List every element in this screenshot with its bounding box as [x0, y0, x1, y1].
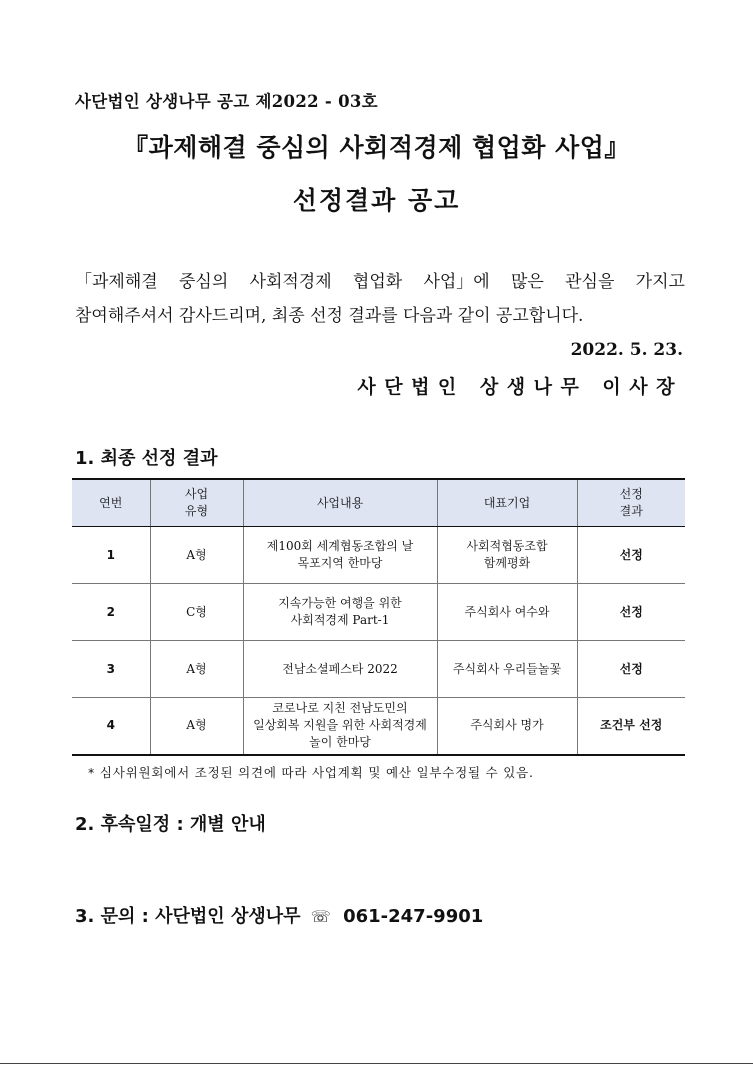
table-header-row: [72, 479, 685, 527]
intro-line-1: [75, 265, 685, 299]
row-company: 사회적협동조합 함께평화: [437, 527, 577, 584]
row-company: 주식회사 명가: [437, 698, 577, 755]
row-type: C형: [150, 584, 243, 641]
table-footnote: * 심사위원회에서 조정된 의견에 따라 사업계획 및 예산 일부수정될 수 있음.: [88, 765, 534, 780]
row-result: 선정: [577, 641, 685, 698]
intro-paragraph: [75, 265, 685, 333]
intro-word: 가지고: [635, 272, 685, 292]
intro-word: 많은: [511, 272, 544, 292]
row-result: 선정: [577, 584, 685, 641]
selection-results-table: [72, 478, 685, 756]
intro-word: 사업」에: [423, 272, 490, 292]
row-number: 1: [72, 527, 150, 584]
intro-word: 「과제해결: [75, 272, 158, 292]
column-header-company: 대표기업: [437, 479, 577, 527]
row-result: 조건부 선정: [577, 698, 685, 755]
row-company: 주식회사 여수와: [437, 584, 577, 641]
section-3-contact: [75, 902, 483, 928]
table-row: [72, 527, 685, 584]
telephone-icon: ☏: [310, 907, 331, 926]
column-header-content: 사업내용: [243, 479, 437, 527]
column-header-type: 사업 유형: [150, 479, 243, 527]
row-type: A형: [150, 641, 243, 698]
row-result: 선정: [577, 527, 685, 584]
row-company: 주식회사 우리들놀꽃: [437, 641, 577, 698]
row-number: 3: [72, 641, 150, 698]
table-row: [72, 698, 685, 755]
page-subtitle: 선정결과 공고: [292, 186, 461, 215]
section-1-heading: 1. 최종 선정 결과: [75, 448, 218, 469]
document-number: 사단법인 상생나무 공고 제2022 - 03호: [75, 92, 378, 111]
row-number: 4: [72, 698, 150, 755]
row-content: 지속가능한 여행을 위한 사회적경제 Part-1: [243, 584, 437, 641]
table-row: [72, 584, 685, 641]
row-number: 2: [72, 584, 150, 641]
contact-label: 3. 문의 : 사단법인 상생나무: [75, 906, 301, 927]
intro-word: 사회적경제: [249, 272, 332, 292]
row-content: 전남소셜페스타 2022: [243, 641, 437, 698]
row-content: 제100회 세계협동조합의 날 목포지역 한마당: [243, 527, 437, 584]
section-2-heading: 2. 후속일정 : 개별 안내: [75, 814, 266, 835]
issuer-signature: 사단법인 상생나무 이사장: [357, 376, 683, 398]
row-type: A형: [150, 527, 243, 584]
intro-line-2: 참여해주셔서 감사드리며, 최종 선정 결과를 다음과 같이 공고합니다.: [75, 306, 584, 326]
column-header-number: 연번: [72, 479, 150, 527]
table-row: [72, 641, 685, 698]
column-header-result: 선정 결과: [577, 479, 685, 527]
announcement-date: 2022. 5. 23.: [570, 340, 683, 360]
intro-word: 협업화: [352, 272, 403, 292]
page-bottom-rule: [0, 1063, 753, 1064]
row-content: 코로나로 지친 전남도민의 일상회복 지원을 위한 사회적경제 놀이 한마당: [243, 698, 437, 755]
intro-word: 중심의: [178, 272, 229, 292]
page-title: 『과제해결 중심의 사회적경제 협업화 사업』: [123, 133, 630, 162]
contact-phone: 061-247-9901: [343, 906, 484, 927]
row-type: A형: [150, 698, 243, 755]
intro-word: 관심을: [565, 272, 615, 292]
